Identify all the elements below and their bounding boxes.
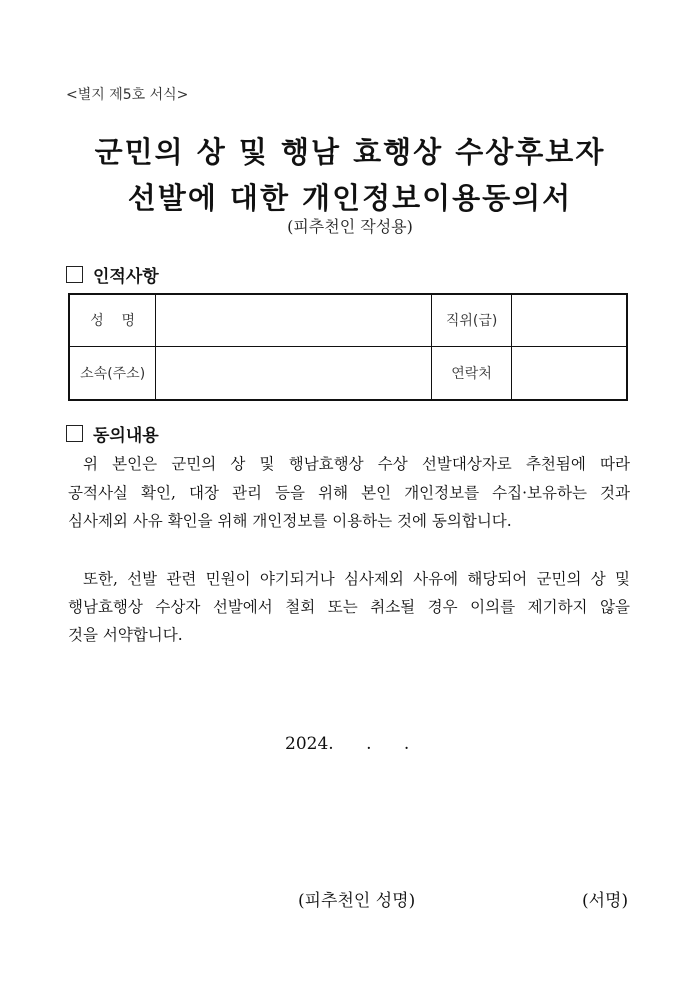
position-label: 직위(급) <box>432 294 512 346</box>
contact-field[interactable] <box>511 346 627 400</box>
position-field[interactable] <box>511 294 627 346</box>
table-row <box>69 346 627 400</box>
signer-name-label: (피추천인 성명) <box>298 891 416 911</box>
table-row <box>69 294 627 346</box>
section-consent <box>66 421 159 446</box>
section-title: 동의내용 <box>93 426 159 446</box>
pledge-text-line: 행남효행상 수상자 선발에서 철회 또는 취소될 경우 이의를 제기하지 않을 <box>68 598 630 616</box>
personal-info-table <box>68 293 628 401</box>
subtitle: (피추천인 작성용) <box>287 217 413 236</box>
section-title: 인적사항 <box>93 267 159 287</box>
signature-label[interactable]: (서명) <box>582 891 629 911</box>
consent-text-line: 공적사실 확인, 대장 관리 등을 위해 본인 개인정보를 수집·보유하는 것과 <box>68 484 630 502</box>
name-field[interactable] <box>156 294 432 346</box>
name-label: 성 명 <box>69 294 156 346</box>
consent-text-line: 위 본인은 군민의 상 및 행남효행상 수상 선발대상자로 추천됨에 따라 <box>83 455 630 473</box>
affiliation-field[interactable] <box>156 346 432 400</box>
pledge-text-line: 것을 서약합니다. <box>68 626 183 644</box>
section-personal-info <box>66 262 159 287</box>
contact-label: 연락처 <box>432 346 512 400</box>
annex-label: <별지 제5호 서식> <box>66 87 189 103</box>
affiliation-label: 소속(주소) <box>69 346 156 400</box>
title-line-2: 선발에 대한 개인정보이용동의서 <box>127 181 573 215</box>
title-line-1: 군민의 상 및 행남 효행상 수상후보자 <box>94 135 606 169</box>
checkbox-square-icon <box>66 425 83 442</box>
pledge-text-line: 또한, 선발 관련 민원이 야기되거나 심사제외 사유에 해당되어 군민의 상 및 <box>83 570 630 588</box>
consent-text-line: 심사제외 사유 확인을 위해 개인정보를 이용하는 것에 동의합니다. <box>68 512 512 530</box>
checkbox-square-icon <box>66 266 83 283</box>
date-field[interactable]: 2024. . . <box>285 734 410 754</box>
